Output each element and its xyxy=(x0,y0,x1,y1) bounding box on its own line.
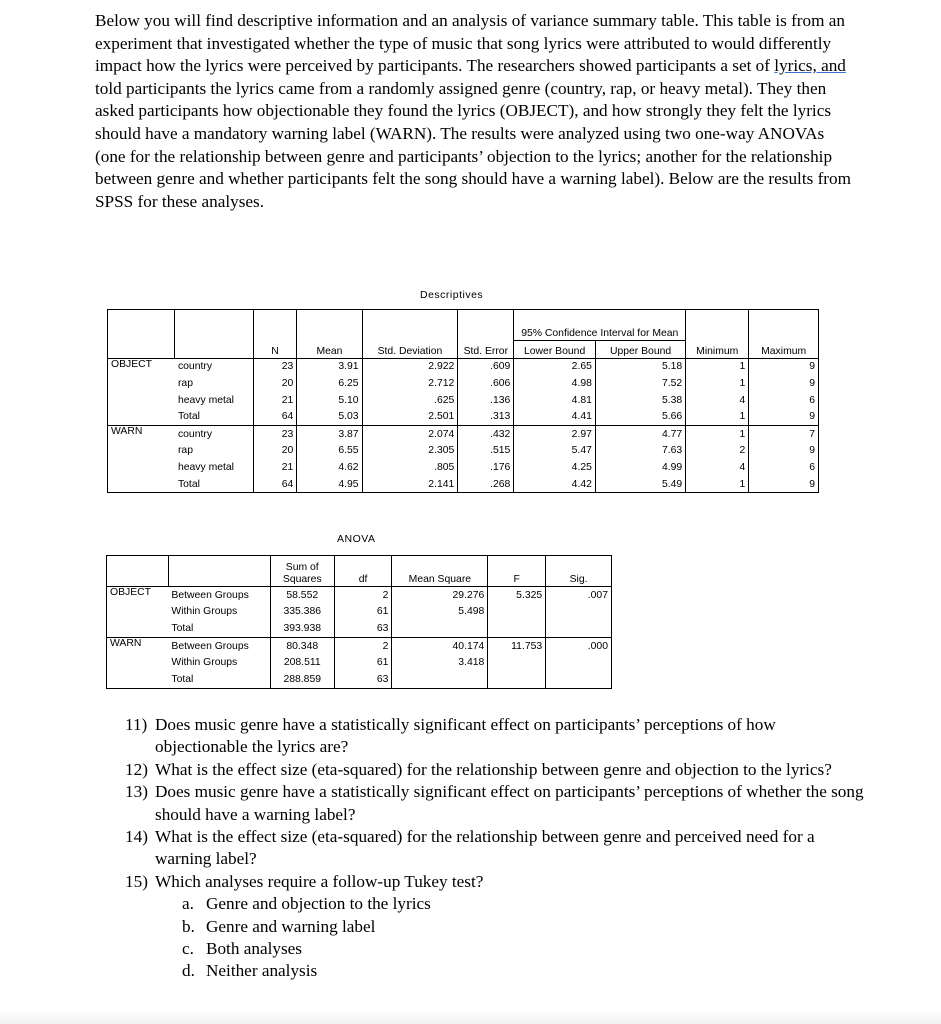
source-label: Total xyxy=(171,673,194,685)
genre-label: rap xyxy=(177,445,193,457)
anova-mean-square-value: 40.174 xyxy=(392,637,488,654)
desc-se-value: .432 xyxy=(458,425,514,442)
question-number: 14) xyxy=(125,827,148,847)
answer-option xyxy=(182,893,865,915)
option-letter: a. xyxy=(182,894,194,914)
genre-label: heavy metal xyxy=(177,394,234,406)
desc-lower-bound-value: 2.97 xyxy=(514,425,596,442)
desc-upper-bound-value: 4.77 xyxy=(595,425,685,442)
desc-sd-value: 2.922 xyxy=(362,358,458,375)
desc-se-value: .606 xyxy=(458,375,514,392)
anova-mean-square-value: 29.276 xyxy=(392,587,488,604)
anova-df-value: 61 xyxy=(334,604,392,621)
anova-f-value: 11.753 xyxy=(488,637,546,654)
variable-label: WARN xyxy=(107,637,169,688)
anova-f-value xyxy=(488,620,546,637)
desc-lower-bound-value: 4.98 xyxy=(514,375,596,392)
anova-sig-value xyxy=(546,604,612,621)
desc-col-mean: Mean xyxy=(297,310,362,359)
anova-df-value: 63 xyxy=(334,671,392,688)
anova-row xyxy=(107,587,612,604)
descriptives-row xyxy=(108,443,819,460)
genre-label: country xyxy=(175,425,253,442)
desc-col-n: N xyxy=(253,310,297,359)
anova-mean-square-value: 5.498 xyxy=(392,604,488,621)
desc-upper-bound-value: 4.99 xyxy=(595,459,685,476)
desc-se-value: .515 xyxy=(458,443,514,460)
anova-row xyxy=(107,671,612,688)
anova-sum-of-squares-value: 393.938 xyxy=(270,620,334,637)
desc-n-value: 23 xyxy=(253,425,297,442)
desc-mean-value: 6.25 xyxy=(297,375,362,392)
answer-option xyxy=(182,938,865,960)
desc-lower-bound-value: 5.47 xyxy=(514,443,596,460)
desc-mean-value: 4.62 xyxy=(297,459,362,476)
anova-col-f: F xyxy=(488,556,546,587)
desc-upper-bound-value: 5.38 xyxy=(595,392,685,409)
desc-minimum-value: 1 xyxy=(686,425,749,442)
anova-col-ms: Mean Square xyxy=(392,556,488,587)
source-label: Within Groups xyxy=(171,606,238,618)
desc-lower-bound-value: 4.25 xyxy=(514,459,596,476)
question-number: 15) xyxy=(125,871,148,891)
desc-maximum-value: 9 xyxy=(749,358,819,375)
option-letter: c. xyxy=(182,939,194,959)
desc-n-value: 64 xyxy=(253,476,297,493)
desc-minimum-value: 4 xyxy=(686,392,749,409)
desc-corner xyxy=(108,310,175,359)
desc-upper-bound-value: 5.66 xyxy=(595,408,685,425)
desc-sd-value: 2.501 xyxy=(362,408,458,425)
question-number: 13) xyxy=(125,782,148,802)
anova-df-value: 63 xyxy=(334,620,392,637)
anova-mean-square-value xyxy=(392,620,488,637)
desc-maximum-value: 6 xyxy=(749,392,819,409)
anova-sig-value xyxy=(546,654,612,671)
anova-col-sig: Sig. xyxy=(546,556,612,587)
option-text: Genre and objection to the lyrics xyxy=(206,894,431,914)
desc-maximum-value: 6 xyxy=(749,459,819,476)
anova-df-value: 61 xyxy=(334,654,392,671)
desc-mean-value: 3.87 xyxy=(297,425,362,442)
desc-ci-header: 95% Confidence Interval for Mean xyxy=(514,310,686,341)
descriptives-row xyxy=(108,392,819,409)
desc-col-ub: Upper Bound xyxy=(595,341,685,359)
desc-corner-2 xyxy=(175,310,253,359)
anova-f-value xyxy=(488,671,546,688)
descriptives-table xyxy=(107,309,819,493)
question-list xyxy=(125,714,865,983)
desc-lower-bound-value: 2.65 xyxy=(514,358,596,375)
desc-sd-value: .805 xyxy=(362,459,458,476)
anova-df-value: 2 xyxy=(334,587,392,604)
option-letter: b. xyxy=(182,916,195,936)
genre-label: Total xyxy=(177,411,200,423)
descriptives-row xyxy=(108,408,819,425)
anova-row xyxy=(107,620,612,637)
genre-label: country xyxy=(175,358,253,375)
desc-minimum-value: 4 xyxy=(686,459,749,476)
desc-minimum-value: 1 xyxy=(686,375,749,392)
desc-col-sd: Std. Deviation xyxy=(362,310,458,359)
desc-n-value: 20 xyxy=(253,443,297,460)
desc-minimum-value: 2 xyxy=(686,443,749,460)
question-item xyxy=(125,781,865,826)
desc-maximum-value: 9 xyxy=(749,476,819,493)
descriptives-row xyxy=(108,358,819,375)
desc-minimum-value: 1 xyxy=(686,408,749,425)
anova-sum-of-squares-value: 335.386 xyxy=(270,604,334,621)
desc-sd-value: 2.074 xyxy=(362,425,458,442)
anova-sig-value: .000 xyxy=(546,637,612,654)
anova-f-value xyxy=(488,654,546,671)
question-item xyxy=(125,871,865,983)
question-text: What is the effect size (eta-squared) for the relationship between genre and perceived need for a warning label? xyxy=(155,827,815,869)
option-text: Genre and warning label xyxy=(206,916,376,936)
option-letter: d. xyxy=(182,961,195,981)
source-label: Between Groups xyxy=(168,637,270,654)
anova-sum-of-squares-value: 58.552 xyxy=(270,587,334,604)
question-text: Does music genre have a statistically significant effect on participants’ perceptions of whether the song should have a warning label? xyxy=(155,782,864,824)
genre-label: heavy metal xyxy=(177,461,234,473)
anova-f-value: 5.325 xyxy=(488,587,546,604)
variable-label: OBJECT xyxy=(107,587,169,638)
anova-sum-of-squares-value: 208.511 xyxy=(270,654,334,671)
desc-mean-value: 5.10 xyxy=(297,392,362,409)
answer-options xyxy=(155,893,865,983)
anova-row xyxy=(107,654,612,671)
anova-corner xyxy=(107,556,169,587)
anova-sig-value: .007 xyxy=(546,587,612,604)
source-label: Between Groups xyxy=(168,587,270,604)
desc-minimum-value: 1 xyxy=(686,476,749,493)
desc-lower-bound-value: 4.81 xyxy=(514,392,596,409)
anova-corner-2 xyxy=(168,556,270,587)
option-text: Both analyses xyxy=(206,939,302,959)
anova-sig-value xyxy=(546,671,612,688)
anova-df-value: 2 xyxy=(334,637,392,654)
anova-col-df: df xyxy=(334,556,392,587)
desc-upper-bound-value: 5.49 xyxy=(595,476,685,493)
anova-col-ss: Sum of Squares xyxy=(270,556,334,587)
question-item xyxy=(125,714,865,759)
desc-sd-value: 2.305 xyxy=(362,443,458,460)
descriptives-row xyxy=(108,375,819,392)
source-label: Within Groups xyxy=(171,657,238,669)
question-number: 11) xyxy=(125,715,148,734)
desc-se-value: .268 xyxy=(458,476,514,493)
descriptives-row xyxy=(108,459,819,476)
desc-se-value: .136 xyxy=(458,392,514,409)
anova-row xyxy=(107,604,612,621)
anova-row xyxy=(107,637,612,654)
descriptives-title: Descriptives xyxy=(420,289,484,301)
intro-text-part1: Below you will find descriptive information and an analysis of variance summary table. This table is from an experiment that investigated whether the type of music that song lyrics were attributed to would differently impact how the lyrics were perceived by participants. The researchers showed participants a set of xyxy=(95,11,846,76)
anova-mean-square-value: 3.418 xyxy=(392,654,488,671)
anova-title: ANOVA xyxy=(337,533,376,545)
desc-mean-value: 6.55 xyxy=(297,443,362,460)
desc-n-value: 21 xyxy=(253,459,297,476)
question-item xyxy=(125,826,865,871)
anova-f-value xyxy=(488,604,546,621)
desc-sd-value: 2.141 xyxy=(362,476,458,493)
intro-text-part2: told participants the lyrics came from a randomly assigned genre (country, rap, or heavy metal). They then asked participants how objectionable they found the lyrics (OBJECT), and how strongly they felt the lyrics should have a mandatory warning label (WARN). The results were analyzed using two one-way ANOVAs (one for the relationship between genre and participants’ objection to the lyrics; another for the relationship between genre and whether participants felt the song should have a warning label). Below are the results from SPSS for these analyses. xyxy=(95,78,851,211)
desc-upper-bound-value: 7.52 xyxy=(595,375,685,392)
intro-underlined-text: lyrics, and xyxy=(774,56,846,76)
page-bottom-shade xyxy=(0,1010,941,1024)
desc-mean-value: 4.95 xyxy=(297,476,362,493)
desc-col-se: Std. Error xyxy=(458,310,514,359)
genre-label: Total xyxy=(177,478,200,490)
answer-option xyxy=(182,960,865,982)
question-number: 12) xyxy=(125,759,148,779)
desc-maximum-value: 7 xyxy=(749,425,819,442)
desc-minimum-value: 1 xyxy=(686,358,749,375)
anova-table xyxy=(106,555,612,689)
genre-label: rap xyxy=(177,377,193,389)
desc-se-value: .176 xyxy=(458,459,514,476)
desc-se-value: .609 xyxy=(458,358,514,375)
desc-mean-value: 3.91 xyxy=(297,358,362,375)
desc-mean-value: 5.03 xyxy=(297,408,362,425)
question-text: What is the effect size (eta-squared) for the relationship between genre and objection to the lyrics? xyxy=(155,759,832,779)
desc-lower-bound-value: 4.41 xyxy=(514,408,596,425)
anova-sum-of-squares-value: 80.348 xyxy=(270,637,334,654)
desc-n-value: 20 xyxy=(253,375,297,392)
anova-mean-square-value xyxy=(392,671,488,688)
desc-col-lb: Lower Bound xyxy=(514,341,596,359)
descriptives-row xyxy=(108,425,819,442)
desc-n-value: 23 xyxy=(253,358,297,375)
desc-col-min: Minimum xyxy=(686,310,749,359)
desc-maximum-value: 9 xyxy=(749,408,819,425)
variable-label: OBJECT xyxy=(108,358,175,425)
answer-option xyxy=(182,916,865,938)
desc-upper-bound-value: 5.18 xyxy=(595,358,685,375)
desc-maximum-value: 9 xyxy=(749,443,819,460)
descriptives-row xyxy=(108,476,819,493)
desc-upper-bound-value: 7.63 xyxy=(595,443,685,460)
source-label: Total xyxy=(171,622,194,634)
desc-sd-value: 2.712 xyxy=(362,375,458,392)
desc-col-max: Maximum xyxy=(749,310,819,359)
desc-n-value: 21 xyxy=(253,392,297,409)
variable-label: WARN xyxy=(108,425,175,492)
desc-maximum-value: 9 xyxy=(749,375,819,392)
anova-sum-of-squares-value: 288.859 xyxy=(270,671,334,688)
question-text: Which analyses require a follow-up Tukey test? xyxy=(155,871,484,891)
question-item xyxy=(125,759,865,781)
option-text: Neither analysis xyxy=(206,961,318,981)
desc-n-value: 64 xyxy=(253,408,297,425)
anova-sig-value xyxy=(546,620,612,637)
desc-se-value: .313 xyxy=(458,408,514,425)
desc-sd-value: .625 xyxy=(362,392,458,409)
desc-lower-bound-value: 4.42 xyxy=(514,476,596,493)
question-text: Does music genre have a statistically significant effect on participants’ perceptions of how objectionable the lyrics are? xyxy=(155,715,776,757)
intro-paragraph xyxy=(95,10,855,213)
